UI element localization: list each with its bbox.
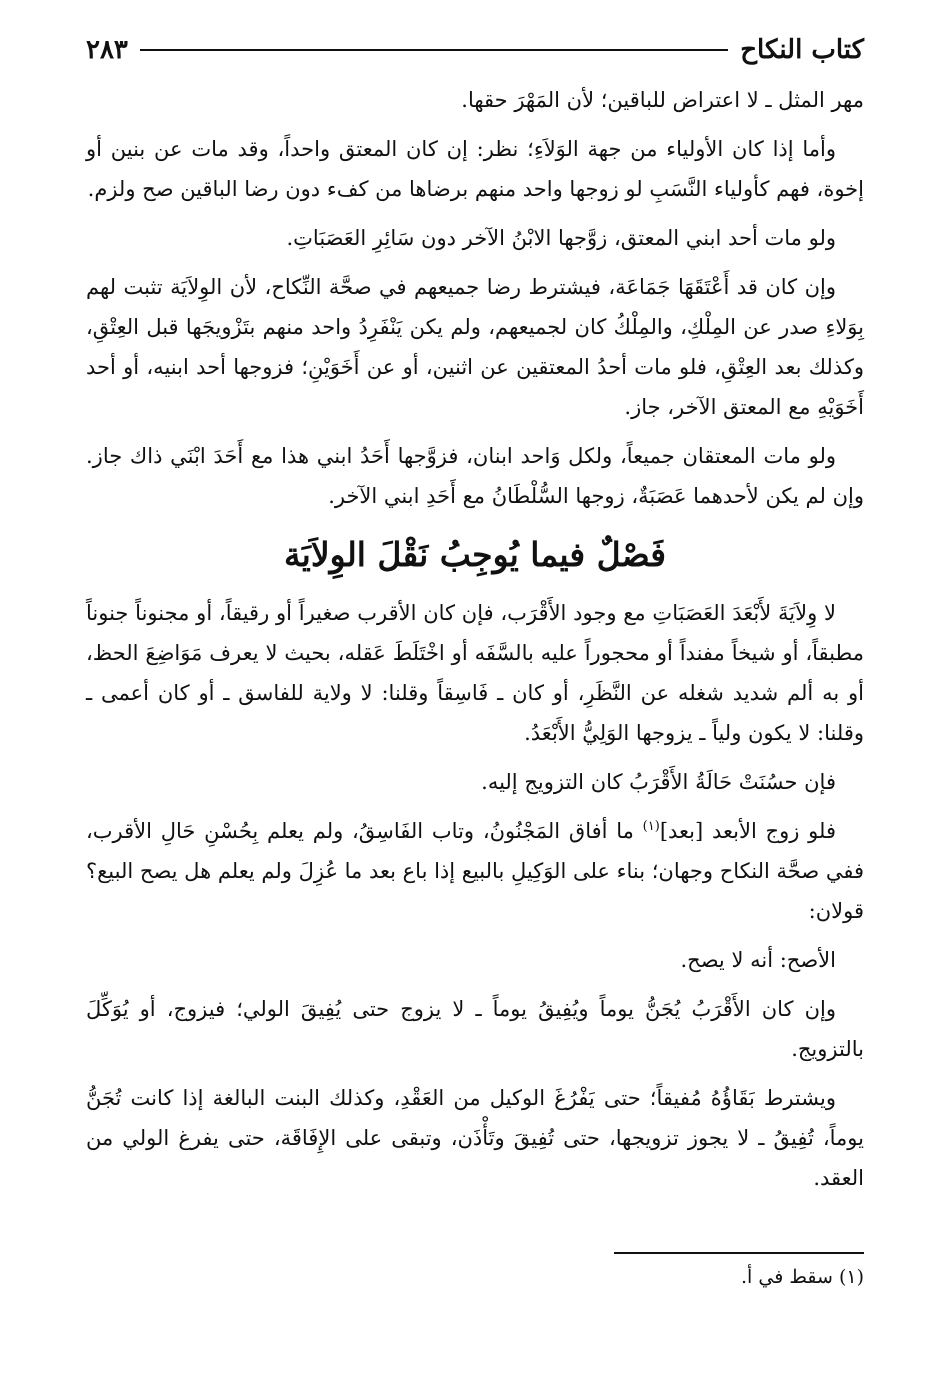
paragraph: لا وِلاَيَةَ لأَبْعَدَ العَصَبَاتِ مع وجود الأَقْرَب، فإن كان الأقرب صغيراً أو رقيقاً، أو مجنوناً جنوناً مطبقاً، أو شيخاً مفنداً أو محجوراً عليه بالسَّفَه أو اخْتَلَطَ عَقله، بحيث لا يعرف مَوَاضِعَ الحظ، أو به ألم شديد شغله عن النَّظَرِ، أو كان ـ فَاسِقاً وقلنا: لا ولاية للفاسق ـ أو كان أعمى ـ وقلنا: لا يكون ولياً ـ يزوجها الوَلِيُّ الأَبْعَدُ.	[86, 601, 864, 745]
page-number: ٢٨٣	[86, 35, 128, 65]
paragraph: مهر المثل ـ لا اعتراض للباقين؛ لأن المَهْرَ حقها.	[461, 88, 864, 112]
section-heading: فَصْلٌ فيما يُوجِبُ نَقْلَ الوِلاَيَة	[283, 535, 667, 574]
footnote-area	[614, 1252, 864, 1292]
paragraph-with-footnote	[86, 811, 864, 931]
footnote-text: (١) سقط في أ.	[741, 1266, 864, 1288]
running-header	[86, 30, 864, 70]
running-title: كتاب النكاح	[740, 35, 864, 65]
paragraph: الأصح: أنه لا يصح.	[680, 948, 836, 972]
paragraph: ولو مات أحد ابني المعتق، زوَّجها الابْنُ الآخر دون سَائِرِ العَصَبَاتِ.	[286, 226, 836, 250]
paragraph: وإن كان الأَقْرَبُ يُجَنُّ يوماً ويُفِيقُ يوماً ـ لا يزوج حتى يُفِيقَ الولي؛ فيزوج، أو يُوَكِّلَ بالتزويج.	[86, 997, 864, 1061]
paragraph: وأما إذا كان الأولياء من جهة الوَلاَءِ؛ نظر: إن كان المعتق واحداً، وقد مات عن بنين أو إخوة، فهم كأولياء النَّسَبِ لو زوجها واحد منهم برضاها من كفء دون رضا الباقين صح ولزم.	[86, 137, 864, 201]
paragraph: ويشترط بَقَاؤُهُ مُفيقاً؛ حتى يَفْرُغَ الوكيل من العَقْدِ، وكذلك البنت البالغة إذا كانت تُجَنُّ يوماً، تُفِيقُ ـ لا يجوز تزويجها، حتى تُفِيقَ وتَأْذَن، وتبقى على الإِفَاقَة، حتى يفرغ الولي من العقد.	[86, 1086, 864, 1190]
footnote-reference[interactable]: (١)	[642, 819, 660, 834]
paragraph: وإن كان قد أَعْتَقَهَا جَمَاعَة، فيشترط رضا جميعهم في صحَّة النِّكاح، لأن الوِلاَيَة تثبت لهم بِوَلاءِ صدر عن المِلْكِ، والمِلْكُ كان لجميعهم، ولم يكن يَنْفَرِدُ واحد منهم بتَزْويجَها قبل العِتْقِ، وكذلك بعد العِتْقِ، فلو مات أحدُ المعتقين عن اثنين، أو عن أَخَوَيْنِ؛ فزوجها أحد ابنيه، أو أحد أَخَوَيْهِ مع المعتق الآخر، جاز.	[86, 275, 864, 419]
body-text	[86, 80, 864, 1207]
header-rule	[140, 49, 728, 51]
paragraph: ولو مات المعتقان جميعاً، ولكل وَاحد ابنان، فزوَّجها أَحَدُ ابني هذا مع أَحَدَ ابْنَي ذاك جاز. وإن لم يكن لأحدهما عَصَبَةٌ، زوجها السُّلْطَانُ مع أَحَدِ ابني الآخر.	[86, 444, 864, 508]
paragraph-text-end: ما أفاق المَجْنُونُ، وتاب الفَاسِقُ، ولم يعلم بِحُسْنِ حَالِ الأقرب، ففي صحَّة النكاح وجهان؛ بناء على الوَكِيلِ بالبيع إذا باع بعد ما عُزِلَ ولم يعلم هل يصح البيع؟ قولان:	[85, 819, 864, 923]
paragraph: فإن حسُنَتْ حَالَةُ الأَقْرَبُ كان التزويج إليه.	[481, 770, 836, 794]
paragraph-text-start: فلو زوج الأبعد [بعد]	[659, 819, 836, 843]
footnote-rule	[614, 1252, 864, 1254]
